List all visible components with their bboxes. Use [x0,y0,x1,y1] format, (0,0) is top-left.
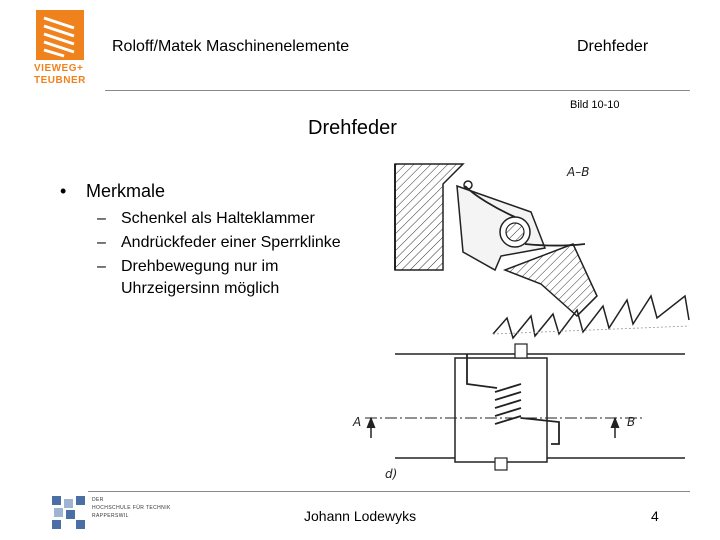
school-name-line2: HOCHSCHULE FÜR TECHNIK [92,505,171,511]
footer-divider [88,491,690,492]
school-name-line1: DER [92,497,104,503]
sub-bullet-item: – Andrückfeder einer Sperrklinke [97,234,341,251]
logo-text-line1: VIEWEG+ [34,63,84,74]
book-title: Roloff/Matek Maschinenelemente [112,38,350,55]
sub-bullet-text: Andrückfeder einer Sperrklinke [121,234,341,251]
sub-bullet-text: Schenkel als Halteklammer [121,210,315,227]
section-view [395,164,689,338]
label-b: B [627,415,636,429]
sub-bullet-list [97,208,342,300]
page-number: 4 [651,508,659,524]
bullet-item [60,180,350,202]
header-divider [105,90,690,91]
bullet-text: Merkmale [86,181,166,201]
sub-bullet-item: – Schenkel als Halteklammer [97,210,315,227]
bullet-marker: • [60,181,67,201]
section-label: A–B [567,165,590,179]
sub-bullet-text: Drehbewegung nur im Uhrzeigersinn möglich [121,258,280,297]
sub-bullet-item: – Drehbewegung nur im Uhrzeigersinn möglich [97,258,280,297]
logo-text-line2: TEUBNER [34,75,86,86]
technical-drawing [345,148,697,484]
publisher-logo [34,10,88,88]
figure-reference: Bild 10-10 [570,99,620,111]
header-section-title: Drehfeder [577,38,649,55]
bullet-list [60,180,350,300]
school-name-line3: RAPPERSWIL [92,513,129,519]
label-d: d) [385,467,398,481]
school-logo [52,496,182,530]
plan-view [365,344,685,470]
slide-title: Drehfeder [308,117,397,139]
school-logo-icon [52,496,86,530]
label-a: A [353,415,362,429]
author-name: Johann Lodewyks [304,508,417,524]
torsion-spring-drawing [345,148,697,484]
